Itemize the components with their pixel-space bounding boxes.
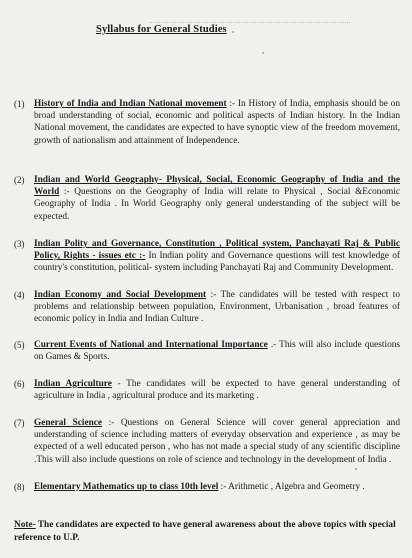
item-heading: Indian and World Geography- Physical, Social, Economic Geography of India and the World	[34, 175, 400, 198]
item-body: :- Arithmetic , Algebra and Geometry .	[218, 482, 365, 492]
item-heading: Elementary Mathematics up to class 10th level	[34, 482, 219, 492]
item-heading: General Science	[34, 418, 103, 428]
item-heading: Indian Economy and Social Development	[34, 290, 207, 300]
item-heading: History of India and Indian National movement	[34, 99, 227, 109]
item-number: (7)	[14, 418, 25, 428]
note-label: Note-	[14, 520, 36, 530]
item-body: :- In History of India, emphasis should be on broad understanding of social, economic and political aspects of Indian history. In the Indian National movement, the candidates are expected to have synoptic view of the freedom movement, growth of nationalism and attainment of Independence.	[34, 99, 400, 146]
item-heading: Indian Polity and Governance, Constitution , Political system, Panchayati Raj & Public Policy, Rights - issues etc :-	[34, 239, 400, 262]
page-title: Syllabus for General Studies	[96, 24, 227, 35]
scan-speck	[355, 468, 357, 470]
item-number: (2)	[14, 175, 25, 185]
scan-speck	[262, 52, 264, 54]
item-number: (3)	[14, 239, 25, 249]
item-body: :- The candidates will be tested with respect to problems and relationship between population, Environment, Urbanisation , broad features of economic policy in India and Indian Culture .	[34, 290, 401, 325]
item-body: :- Questions on General Science will cover general appreciation and understanding of science including matters of everyday observation and experience , as may be expected of a well educated person , who has not made a special study of any scientific discipline .This will also include questions on role of science and technology in the development of India .	[34, 418, 400, 465]
item-number: (5)	[14, 340, 25, 350]
item-number: (6)	[14, 379, 25, 389]
item-number: (8)	[14, 482, 25, 492]
item-heading: Indian Agriculture	[34, 379, 112, 389]
item-number: (1)	[14, 99, 25, 109]
scan-smudge	[150, 10, 350, 23]
note-text: The candidates are expected to have general awareness about the above topics with special reference to U.P.	[14, 520, 396, 543]
item-body: - The candidates will be expected to have general understanding of agriculture in India , agricultural produce and its marketing .	[34, 379, 400, 402]
item-number: (4)	[14, 290, 25, 300]
item-body: :- Questions on the Geography of India will relate to Physical , Social &Economic Geography of India . In World Geography only general understanding of the subject will be expected.	[34, 187, 400, 222]
item-body: .- This will also include questions on Games & Sports.	[34, 340, 400, 363]
item-heading: Current Events of National and International Importance	[34, 340, 268, 350]
item-body: In Indian polity and Governance questions will test knowledge of country's constitution, political- system including Panchayati Raj and Community Development.	[34, 251, 401, 274]
footer-note	[14, 519, 398, 545]
